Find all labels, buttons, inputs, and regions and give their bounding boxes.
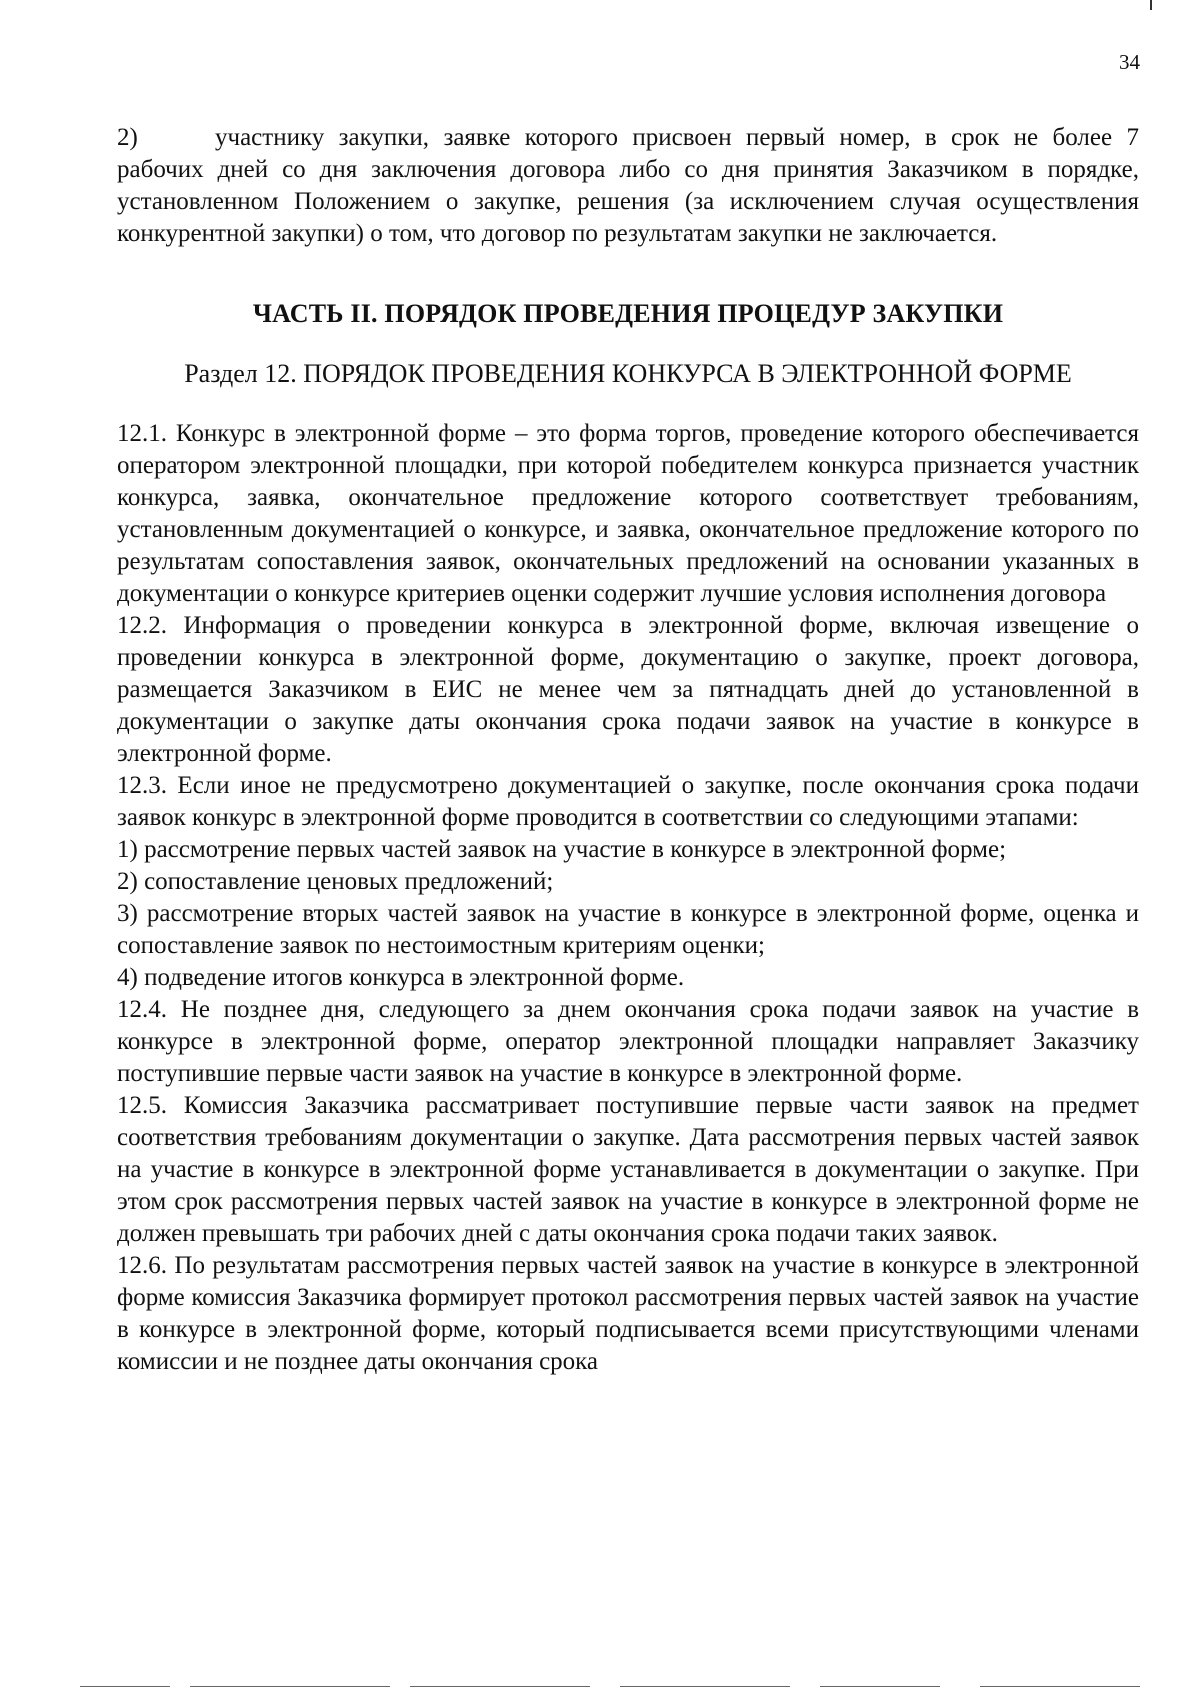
- stage-item-2: 2) сопоставление ценовых предложений;: [117, 868, 554, 895]
- scan-line: [410, 1686, 590, 1687]
- scan-line: [80, 1686, 170, 1687]
- scan-line: [190, 1686, 390, 1687]
- scan-mark: [1150, 0, 1152, 10]
- stage-item-1: 1) рассмотрение первых частей заявок на участие в конкурсе в электронной форме;: [117, 836, 1007, 863]
- paragraph-12-2: 12.2. Информация о проведении конкурса в электронной форме, включая извещение о проведении конкурса в электронной форме, документацию о закупке, проект договора, размещается Заказчиком в ЕИС не менее чем за пятнадцать дней до установленной в документации о закупке даты окончания срока подачи заявок на участие в конкурсе в электронной форме.: [117, 612, 1139, 767]
- intro-item-2-number: 2): [117, 124, 138, 151]
- scan-line: [820, 1686, 940, 1687]
- section-title: Раздел 12. ПОРЯДОК ПРОВЕДЕНИЯ КОНКУРСА В ЭЛЕКТРОННОЙ ФОРМЕ: [184, 359, 1072, 388]
- stage-item-3: 3) рассмотрение вторых частей заявок на участие в конкурсе в электронной форме, оценка и сопоставление заявок по нестоимостным критериям оценки;: [117, 900, 1139, 959]
- document-body: [117, 122, 1139, 1378]
- stage-item-4: 4) подведение итогов конкурса в электронной форме.: [117, 964, 685, 991]
- paragraph-12-5: 12.5. Комиссия Заказчика рассматривает поступившие первые части заявок на предмет соответствия требованиям документации о закупке. Дата рассмотрения первых частей заявок на участие в конкурсе в электронной форме устанавливается в документации о закупке. При этом срок рассмотрения первых частей заявок на участие в конкурсе в электронной форме не должен превышать три рабочих дней с даты окончания срока подачи таких заявок.: [117, 1092, 1139, 1247]
- page-number: 34: [1119, 50, 1140, 74]
- intro-item-2-text: участнику закупки, заявке которого присвоен первый номер, в срок не более 7 рабочих дней со дня заключения договора либо со дня принятия Заказчиком в порядке, установленном Положением о закупке, решения (за исключением случая осуществления конкурентной закупки) о том, что договор по результатам закупки не заключается.: [117, 124, 1139, 247]
- intro-item-2: [117, 122, 1139, 250]
- scan-bottom-lines: [80, 1686, 1140, 1692]
- paragraph-12-3: 12.3. Если иное не предусмотрено документацией о закупке, после окончания срока подачи заявок конкурс в электронной форме проводится в соответствии со следующими этапами:: [117, 772, 1139, 831]
- scan-line: [980, 1686, 1140, 1687]
- paragraph-12-1: 12.1. Конкурс в электронной форме – это форма торгов, проведение которого обеспечивается оператором электронной площадки, при которой победителем конкурса признается участник конкурса, заявка, окончательное предложение которого соответствует требованиям, установленным документацией о конкурсе, и заявка, окончательное предложение которого по результатам сопоставления заявок, окончательных предложений на основании указанных в документации о конкурсе критериев оценки содержит лучшие условия исполнения договора: [117, 420, 1139, 607]
- paragraph-12-4: 12.4. Не позднее дня, следующего за днем окончания срока подачи заявок на участие в конкурсе в электронной форме, оператор электронной площадки направляет Заказчику поступившие первые части заявок на участие в конкурсе в электронной форме.: [117, 996, 1139, 1087]
- scan-line: [620, 1686, 790, 1687]
- part-title: ЧАСТЬ II. ПОРЯДОК ПРОВЕДЕНИЯ ПРОЦЕДУР ЗАКУПКИ: [252, 299, 1004, 328]
- paragraph-12-6: 12.6. По результатам рассмотрения первых частей заявок на участие в конкурсе в электронной форме комиссия Заказчика формирует протокол рассмотрения первых частей заявок на участие в конкурсе в электронной форме, который подписывается всеми присутствующими членами комиссии и не позднее даты окончания срока: [117, 1252, 1139, 1375]
